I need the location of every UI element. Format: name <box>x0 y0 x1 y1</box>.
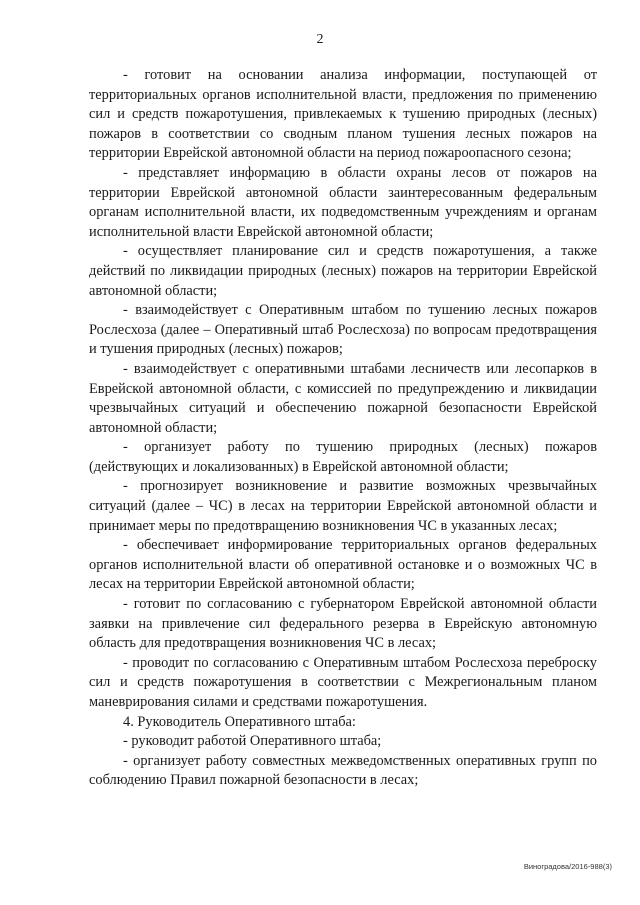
footer-document-code: Виноградова/2016-988(3) <box>523 862 612 871</box>
paragraph-emergency-forecast: - прогнозирует возникновение и развитие возможных чрезвычайных ситуаций (далее – ЧС) в лесах на территории Еврейской автономной области и принимает меры по предотвращению возникновения ЧС в указанных лесах; <box>89 478 597 534</box>
paragraph-joint-groups: - организует работу совместных межведомственных оперативных групп по соблюдению Правил пожарной безопасности в лесах; <box>89 752 597 789</box>
paragraph-interaction-forestries: - взаимодействует с оперативными штабами лесничеств или лесопарков в Еврейской автономной области, с комиссией по предупреждению и ликвидации чрезвычайных ситуаций и обеспечению пожарной безопасности Еврейской автономной области; <box>89 360 597 436</box>
page-number: 2 <box>316 32 324 47</box>
document-body <box>89 66 597 791</box>
paragraph-manages-staff: - руководит работой Оперативного штаба; <box>123 733 382 750</box>
paragraph-planning: - осуществляет планирование сил и средств пожаротушения, а также действий по ликвидации природных (лесных) пожаров на территории Еврейской автономной области; <box>89 243 597 299</box>
section-heading-4: 4. Руководитель Оперативного штаба: <box>123 713 356 730</box>
paragraph-resource-transfer: - проводит по согласованию с Оперативным штабом Рослесхоза переброску сил и средств пожаротушения в соответствии с Межрегиональным планом маневрирования силами и средствами пожаротушения. <box>89 654 597 710</box>
paragraph-interaction-rosleskhoz: - взаимодействует с Оперативным штабом по тушению лесных пожаров Рослесхоза (далее – Оперативный штаб Рослесхоза) по вопросам предотвращения и тушения природных (лесных) пожаров; <box>89 302 597 358</box>
paragraph-informing: - обеспечивает информирование территориальных органов федеральных органов исполнительной власти об оперативной остановке и о возможных ЧС в лесах на территории Еврейской автономной области; <box>89 537 597 593</box>
paragraph-organize-firefighting: - организует работу по тушению природных (лесных) пожаров (действующих и локализованных) в Еврейской автономной области; <box>89 439 597 475</box>
paragraph-forecast-proposals: - готовит на основании анализа информации, поступающей от территориальных органов исполнительной власти, предложения по применению сил и средств пожаротушения, привлекаемых к тушению природных (лесных) пожаров в соответствии со сводным планом тушения лесных пожаров на территории Еврейской автономной области на период пожароопасного сезона; <box>89 67 597 162</box>
paragraph-federal-reserve: - готовит по согласованию с губернатором Еврейской автономной области заявки на привлечение сил федерального резерва в Еврейскую автономную область для предотвращения возникновения ЧС в лесах; <box>89 596 597 652</box>
paragraph-info-provision: - представляет информацию в области охраны лесов от пожаров на территории Еврейской автономной области заинтересованным федеральным органам исполнительной власти, их подведомственным учреждениям и органам исполнительной власти Еврейской автономной области; <box>89 164 597 240</box>
